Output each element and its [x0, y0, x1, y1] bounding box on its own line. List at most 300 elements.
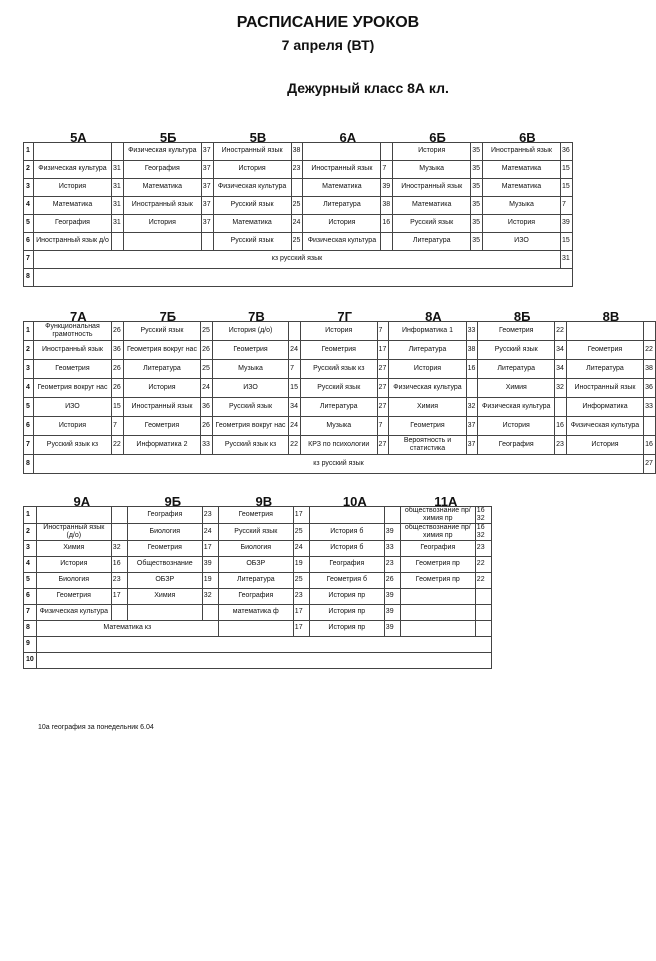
room-number: 15 — [289, 378, 301, 397]
class-header: 11А — [434, 493, 458, 506]
room-number: 38 — [291, 142, 303, 160]
subject-cell: Физическая культура — [566, 416, 643, 435]
subject-cell: Математика — [393, 196, 471, 214]
table-row — [24, 604, 492, 620]
room-number: 15 — [112, 397, 124, 416]
class-header: 7Г — [337, 308, 352, 321]
table-row — [24, 523, 492, 540]
schedule-table-5-6 — [23, 122, 573, 287]
class-header: 7Б — [159, 308, 177, 321]
subject-cell — [309, 506, 384, 523]
room-number: 39 — [384, 604, 400, 620]
room-number: 34 — [555, 340, 567, 359]
room-number: 25 — [293, 523, 309, 540]
subject-cell: Геометрия — [478, 321, 555, 340]
lesson-number: 6 — [24, 588, 37, 604]
subject-cell: Физическая культура — [213, 178, 291, 196]
subject-cell: География — [478, 435, 555, 454]
table-row — [24, 397, 656, 416]
subject-cell: обществознание пр/ химия пр — [400, 523, 475, 540]
subject-cell: Иностранный язык — [482, 142, 560, 160]
room-number: 25 — [291, 196, 303, 214]
room-number — [381, 142, 393, 160]
room-number: 7 — [560, 196, 572, 214]
subject-cell — [400, 620, 475, 636]
room-number: 17 — [293, 506, 309, 523]
subject-cell: История — [33, 416, 111, 435]
room-number: 15 — [560, 160, 572, 178]
room-number: 32 — [111, 540, 127, 556]
lesson-number: 3 — [24, 178, 34, 196]
subject-cell: ИЗО — [212, 378, 288, 397]
duty-class: Дежурный класс 8А кл. — [287, 80, 449, 96]
lesson-number: 7 — [24, 250, 34, 268]
room-number: 31 — [112, 196, 124, 214]
subject-cell: История б — [309, 523, 384, 540]
subject-cell: География — [400, 540, 475, 556]
subject-cell: Физическая культура — [389, 378, 466, 397]
room-number: 31 — [112, 178, 124, 196]
room-number — [201, 232, 213, 250]
empty-cell — [34, 268, 573, 286]
subject-cell: Русский язык — [300, 378, 377, 397]
subject-cell: История — [36, 556, 111, 572]
subject-cell: Химия — [389, 397, 466, 416]
room-number: 37 — [201, 214, 213, 232]
room-number: 37 — [466, 435, 478, 454]
room-number: 25 — [201, 321, 213, 340]
room-number: 32 — [555, 378, 567, 397]
class-header: 10А — [342, 493, 367, 506]
lesson-number: 5 — [24, 214, 34, 232]
subject-cell: Геометрия — [218, 506, 293, 523]
room-number: 16 — [381, 214, 393, 232]
schedule-table-9-11 — [23, 488, 492, 669]
room-number: 36 — [644, 378, 656, 397]
subject-cell: Русский язык — [123, 321, 200, 340]
room-number: 37 — [466, 416, 478, 435]
subject-cell: Математика — [482, 178, 560, 196]
lesson-number: 2 — [24, 340, 34, 359]
room-number: 15 — [560, 232, 572, 250]
table-row — [24, 652, 492, 668]
subject-cell: Геометрия — [566, 340, 643, 359]
table-row — [24, 620, 492, 636]
subject-cell — [566, 321, 643, 340]
room-number: 22 — [475, 572, 491, 588]
room-number — [112, 142, 124, 160]
subject-cell: Музыка — [393, 160, 471, 178]
room-number: 39 — [381, 178, 393, 196]
lesson-number: 7 — [24, 604, 37, 620]
room-number — [202, 604, 218, 620]
table-row — [24, 142, 573, 160]
room-number: 27 — [377, 435, 389, 454]
subject-cell: География — [34, 214, 112, 232]
subject-cell: Литература — [303, 196, 381, 214]
subject-cell: Физическая культура — [123, 142, 201, 160]
subject-cell: История б — [309, 540, 384, 556]
subject-cell: География — [127, 506, 202, 523]
table-row — [24, 378, 656, 397]
room-number — [381, 232, 393, 250]
subject-cell: ОБЗР — [127, 572, 202, 588]
room-number: 25 — [293, 572, 309, 588]
subject-cell: математика ф — [218, 604, 293, 620]
room-number: 23 — [475, 540, 491, 556]
footnote: 10а география за понедельник 6.04 — [38, 724, 154, 731]
table-row — [24, 435, 656, 454]
table-row — [24, 556, 492, 572]
lesson-number: 5 — [24, 572, 37, 588]
room-number: 27 — [377, 378, 389, 397]
room-number: 24 — [202, 523, 218, 540]
room-number: 22 — [644, 340, 656, 359]
lesson-number: 2 — [24, 523, 37, 540]
subject-cell — [303, 142, 381, 160]
table-row — [24, 268, 573, 286]
room-number: 38 — [381, 196, 393, 214]
room-number: 31 — [112, 160, 124, 178]
room-number: 24 — [289, 416, 301, 435]
room-number: 26 — [112, 359, 124, 378]
subject-cell: Русский язык кз — [212, 435, 288, 454]
room-number: 39 — [384, 588, 400, 604]
class-header: 7В — [248, 308, 265, 321]
subject-cell: Русский язык — [213, 232, 291, 250]
subject-cell: История — [566, 435, 643, 454]
room-number — [111, 604, 127, 620]
subject-cell: История — [393, 142, 471, 160]
room-number: 35 — [471, 160, 483, 178]
room-number — [475, 620, 491, 636]
subject-cell: Математика — [303, 178, 381, 196]
room-number: 15 — [560, 178, 572, 196]
room-number — [644, 321, 656, 340]
subject-cell: Математика — [123, 178, 201, 196]
room-number: 38 — [644, 359, 656, 378]
lesson-number: 4 — [24, 378, 34, 397]
room-number: 37 — [201, 178, 213, 196]
room-number: 22 — [289, 435, 301, 454]
room-number: 27 — [377, 397, 389, 416]
room-number: 23 — [202, 506, 218, 523]
subject-cell: История — [478, 416, 555, 435]
room-number: 16 — [111, 556, 127, 572]
table-row — [24, 588, 492, 604]
class-header: 9Б — [164, 493, 182, 506]
subject-cell: Информатика — [566, 397, 643, 416]
subject-cell: История — [389, 359, 466, 378]
lesson-number: 1 — [24, 506, 37, 523]
lesson-number: 3 — [24, 359, 34, 378]
room-number — [111, 523, 127, 540]
room-number — [291, 178, 303, 196]
subject-cell: Литература — [218, 572, 293, 588]
room-number: 32 — [466, 397, 478, 416]
table-row — [24, 232, 573, 250]
subject-cell: Русский язык — [218, 523, 293, 540]
subject-cell: История — [300, 321, 377, 340]
lesson-number: 1 — [24, 321, 34, 340]
lesson-number: 5 — [24, 397, 34, 416]
room-number: 26 — [112, 321, 124, 340]
subject-cell: Русский язык кз — [300, 359, 377, 378]
room-number: 35 — [471, 232, 483, 250]
subject-cell: Геометрия — [389, 416, 466, 435]
room-number: 16 — [644, 435, 656, 454]
room-number — [644, 416, 656, 435]
subject-cell: обществознание пр/ химия пр — [400, 506, 475, 523]
subject-cell: Музыка — [212, 359, 288, 378]
subject-cell: География — [123, 160, 201, 178]
header-blank — [24, 488, 37, 506]
subject-cell: История пр — [309, 620, 384, 636]
class-header: 9А — [73, 493, 91, 506]
room-number: 35 — [471, 142, 483, 160]
room-number: 27 — [377, 359, 389, 378]
room-number: 26 — [201, 416, 213, 435]
room-number: 23 — [293, 588, 309, 604]
subject-cell: Химия — [36, 540, 111, 556]
class-header: 6Б — [429, 129, 446, 142]
room-number: 24 — [289, 340, 301, 359]
subject-cell: Иностранный язык — [213, 142, 291, 160]
subject-cell: Химия — [127, 588, 202, 604]
room-number: 7 — [381, 160, 393, 178]
subject-cell: История пр — [309, 604, 384, 620]
room-number: 37 — [201, 196, 213, 214]
subject-cell: Русский язык кз — [33, 435, 111, 454]
room-number: 33 — [201, 435, 213, 454]
table-row — [24, 572, 492, 588]
room-number: 31 — [112, 214, 124, 232]
subject-cell: Иностранный язык — [303, 160, 381, 178]
subject-cell: Русский язык — [478, 340, 555, 359]
lesson-number: 8 — [24, 454, 34, 473]
subject-cell: Русский язык — [213, 196, 291, 214]
subject-cell — [218, 620, 293, 636]
table-row — [24, 250, 573, 268]
subject-cell: История (д/о) — [212, 321, 288, 340]
subject-cell: Геометрия — [36, 588, 111, 604]
room-number: 16 — [555, 416, 567, 435]
lesson-number: 8 — [24, 268, 34, 286]
room-number: 39 — [384, 523, 400, 540]
room-number: 36 — [560, 142, 572, 160]
subject-cell: Литература — [393, 232, 471, 250]
room-number: 7 — [112, 416, 124, 435]
subject-cell: Литература — [123, 359, 200, 378]
subject-cell: Геометрия — [300, 340, 377, 359]
subject-cell: Геометрия б — [309, 572, 384, 588]
room-number: 23 — [384, 556, 400, 572]
subject-cell — [34, 142, 112, 160]
subject-cell: Музыка — [482, 196, 560, 214]
room-number: 37 — [201, 142, 213, 160]
room-number: 17 — [293, 620, 309, 636]
subject-cell — [400, 604, 475, 620]
subject-cell: Русский язык — [393, 214, 471, 232]
lesson-number: 4 — [24, 556, 37, 572]
room-number: 16 — [466, 359, 478, 378]
table-row — [24, 506, 492, 523]
class-header: 7А — [70, 308, 87, 321]
subject-cell: История — [482, 214, 560, 232]
subject-cell: История — [213, 160, 291, 178]
room-number: 23 — [291, 160, 303, 178]
room-number: 22 — [475, 556, 491, 572]
subject-cell: Математика — [213, 214, 291, 232]
room-number: 26 — [201, 340, 213, 359]
subject-cell: Физическая культура — [36, 604, 111, 620]
room-number — [111, 506, 127, 523]
combined-lesson: Математика кз — [36, 620, 218, 636]
subject-cell: Физическая культура — [34, 160, 112, 178]
subject-cell: Физическая культура — [478, 397, 555, 416]
table-row — [24, 359, 656, 378]
room-number: 35 — [471, 178, 483, 196]
table-row — [24, 321, 656, 340]
subject-cell: Биология — [36, 572, 111, 588]
subject-cell: География — [218, 588, 293, 604]
subject-cell: Иностранный язык — [393, 178, 471, 196]
subject-cell: Геометрия пр — [400, 572, 475, 588]
room-number: 19 — [293, 556, 309, 572]
room-number: 37 — [201, 160, 213, 178]
room-number — [466, 378, 478, 397]
table-row — [24, 160, 573, 178]
header-blank — [24, 304, 34, 321]
room-number — [475, 588, 491, 604]
subject-cell: Вероятность и статистика — [389, 435, 466, 454]
room-number — [555, 397, 567, 416]
room-number: 22 — [112, 435, 124, 454]
lesson-number: 4 — [24, 196, 34, 214]
subject-cell: Литература — [389, 340, 466, 359]
table-row — [24, 416, 656, 435]
lesson-number: 6 — [24, 416, 34, 435]
subject-cell: Геометрия — [127, 540, 202, 556]
subject-cell: Физическая культура — [303, 232, 381, 250]
room-number: 22 — [555, 321, 567, 340]
class-header: 5Б — [159, 129, 177, 142]
subject-cell: Литература — [300, 397, 377, 416]
room-number: 16 32 — [475, 523, 491, 540]
page-title: РАСПИСАНИЕ УРОКОВ — [236, 14, 420, 31]
subject-cell: Русский язык — [212, 397, 288, 416]
lesson-number: 1 — [24, 142, 34, 160]
class-header: 5В — [249, 129, 267, 142]
table-row — [24, 540, 492, 556]
subject-cell: Геометрия — [212, 340, 288, 359]
empty-cell — [36, 636, 491, 652]
subject-cell — [400, 588, 475, 604]
room-number: 35 — [471, 196, 483, 214]
room-number — [112, 232, 124, 250]
header-blank — [24, 122, 34, 142]
subject-cell: Геометрия — [123, 416, 200, 435]
subject-cell: История — [123, 214, 201, 232]
lesson-number: 7 — [24, 435, 34, 454]
schedule-table-7-8 — [23, 304, 656, 474]
class-header: 6В — [519, 129, 536, 142]
subject-cell: Иностранный язык — [33, 340, 111, 359]
class-header: 8В — [602, 308, 620, 321]
combined-lesson: кз русский язык — [34, 250, 561, 268]
subject-cell: История пр — [309, 588, 384, 604]
lesson-number: 2 — [24, 160, 34, 178]
room-number: 7 — [377, 321, 389, 340]
subject-cell: Иностранный язык д/о — [34, 232, 112, 250]
lesson-number: 8 — [24, 620, 37, 636]
subject-cell: Иностранный язык — [123, 397, 200, 416]
subject-cell — [36, 506, 111, 523]
lesson-number: 10 — [24, 652, 37, 668]
subject-cell: История — [123, 378, 200, 397]
subject-cell — [127, 604, 202, 620]
room-number: 7 — [289, 359, 301, 378]
room-number — [384, 506, 400, 523]
room-number: 17 — [202, 540, 218, 556]
subject-cell: Функциональная грамотность — [33, 321, 111, 340]
subject-cell: Литература — [478, 359, 555, 378]
subject-cell: ИЗО — [482, 232, 560, 250]
subject-cell: Геометрия — [33, 359, 111, 378]
date-subtitle: 7 апреля (ВТ) — [281, 37, 375, 53]
room-number: 33 — [644, 397, 656, 416]
room-number: 36 — [201, 397, 213, 416]
empty-cell — [36, 652, 491, 668]
room-number — [475, 604, 491, 620]
header-row — [24, 304, 656, 321]
subject-cell: Математика — [482, 160, 560, 178]
subject-cell: География — [309, 556, 384, 572]
room-number: 7 — [377, 416, 389, 435]
room-number: 27 — [644, 454, 656, 473]
header-row — [24, 488, 492, 506]
lesson-number: 9 — [24, 636, 37, 652]
lesson-number: 6 — [24, 232, 34, 250]
room-number: 25 — [201, 359, 213, 378]
room-number: 32 — [202, 588, 218, 604]
room-number: 25 — [291, 232, 303, 250]
table-row — [24, 196, 573, 214]
subject-cell: КРЗ по психологии — [300, 435, 377, 454]
class-header: 6А — [339, 129, 357, 142]
table-row — [24, 214, 573, 232]
room-number — [289, 321, 301, 340]
subject-cell: Литература — [566, 359, 643, 378]
room-number: 39 — [384, 620, 400, 636]
room-number: 23 — [111, 572, 127, 588]
table-row — [24, 636, 492, 652]
room-number: 24 — [201, 378, 213, 397]
room-number: 17 — [293, 604, 309, 620]
room-number: 23 — [555, 435, 567, 454]
room-number: 26 — [112, 378, 124, 397]
subject-cell — [123, 232, 201, 250]
table-row — [24, 454, 656, 473]
class-header: 9В — [255, 493, 273, 506]
lesson-number: 3 — [24, 540, 37, 556]
room-number: 33 — [384, 540, 400, 556]
class-header: 8Б — [513, 308, 531, 321]
subject-cell: Геометрия вокруг нас — [123, 340, 200, 359]
room-number: 39 — [560, 214, 572, 232]
subject-cell: Математика — [34, 196, 112, 214]
room-number: 24 — [291, 214, 303, 232]
